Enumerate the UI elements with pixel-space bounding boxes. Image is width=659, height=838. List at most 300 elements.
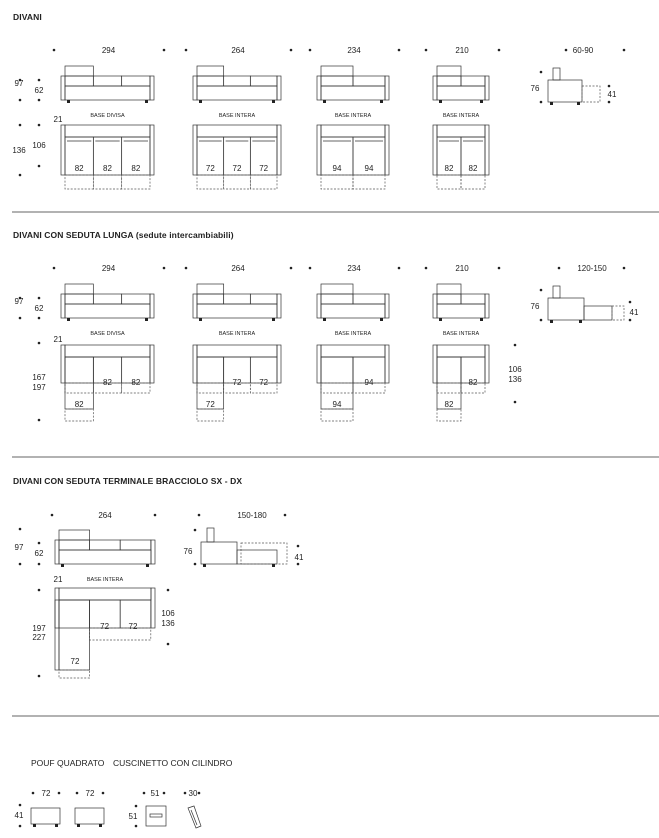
term-recline-height-label: 76 bbox=[183, 547, 193, 556]
lunga-arm-left bbox=[193, 294, 197, 318]
sofa-foot bbox=[272, 100, 275, 103]
divani-2-seat-width-label: 94 bbox=[332, 164, 342, 173]
lunga-arm-left bbox=[317, 294, 321, 318]
lunga-arm-right bbox=[385, 294, 389, 318]
dimension-dot bbox=[38, 542, 41, 545]
lunga-depth-b-label: 197 bbox=[32, 383, 46, 392]
lunga-0-arm-left bbox=[61, 345, 65, 383]
term-seat-height-label: 62 bbox=[34, 549, 44, 558]
cuscinetto-inner bbox=[150, 814, 162, 817]
dimension-dot bbox=[198, 514, 201, 517]
divani-front-2-back-cushion bbox=[353, 76, 385, 86]
cuscinetto-square bbox=[146, 806, 166, 826]
dimension-dot bbox=[135, 805, 138, 808]
term-plan-chaise-ext bbox=[59, 670, 90, 678]
divani-0-seat-extension bbox=[122, 175, 150, 189]
divani-1-seat-width-label: 72 bbox=[232, 164, 242, 173]
width-dim-dot-right bbox=[290, 49, 293, 52]
dimension-dot bbox=[540, 101, 543, 104]
lunga-1-arm-right bbox=[277, 345, 281, 383]
lunga-width-label: 264 bbox=[231, 264, 245, 273]
divani-height-label: 97 bbox=[14, 79, 24, 88]
divani-base-label: BASE INTERA bbox=[334, 113, 372, 119]
dimension-dot bbox=[623, 49, 626, 52]
sofa-foot bbox=[67, 100, 70, 103]
lunga-back-cushion bbox=[461, 294, 485, 304]
divani-base-label: BASE INTERA bbox=[218, 113, 256, 119]
dimension-dot bbox=[38, 563, 41, 566]
term-back-cushion bbox=[90, 540, 121, 550]
sofa-foot bbox=[550, 320, 553, 323]
dimension-dot bbox=[19, 174, 22, 177]
divani-1-plan-arm-right bbox=[277, 125, 281, 175]
width-dim-dot-right bbox=[163, 267, 166, 270]
lunga-recline-seat-label: 41 bbox=[629, 308, 639, 317]
dimension-dot bbox=[514, 344, 517, 347]
divani-front-1-back-cushion bbox=[197, 76, 224, 86]
divani-1-seat-extension bbox=[224, 175, 251, 189]
dimension-dot bbox=[38, 297, 41, 300]
term-height-label: 97 bbox=[14, 543, 24, 552]
lunga-base-label: BASE INTERA bbox=[442, 331, 480, 337]
width-dim-dot-right bbox=[398, 49, 401, 52]
lunga-width-label: 294 bbox=[101, 264, 116, 273]
lunga-0-seat bbox=[65, 357, 93, 383]
sofa-foot bbox=[67, 318, 70, 321]
lunga-arm-right bbox=[485, 294, 489, 318]
divani-0-seat-width-label: 82 bbox=[74, 164, 84, 173]
cuscinetto-height-label: 51 bbox=[128, 812, 138, 821]
lunga-depth-d-label: 136 bbox=[508, 375, 522, 384]
pouf-width-label: 72 bbox=[85, 789, 95, 798]
divani-1-plan-arm-left bbox=[193, 125, 197, 175]
divani-front-1-base bbox=[197, 86, 277, 100]
dimension-dot bbox=[19, 317, 22, 320]
dimension-dot bbox=[154, 514, 157, 517]
sofa-foot bbox=[55, 824, 58, 827]
lunga-side-headrest bbox=[553, 286, 560, 298]
term-base-label: BASE INTERA bbox=[86, 577, 124, 583]
divani-front-2-base bbox=[321, 86, 385, 100]
dimension-dot bbox=[19, 563, 22, 566]
section-title-divani: DIVANI bbox=[13, 12, 42, 22]
term-plan-chaise-side bbox=[55, 600, 59, 670]
sofa-foot bbox=[272, 564, 275, 567]
divani-front-3-arm-right bbox=[485, 76, 489, 100]
divani-front-0-back-cushion bbox=[122, 76, 150, 86]
divani-0-seat-extension bbox=[65, 175, 93, 189]
divani-3-seat-width-label: 82 bbox=[444, 164, 454, 173]
dimension-dot bbox=[284, 514, 287, 517]
dimension-dot bbox=[19, 825, 22, 828]
term-depth-b-label: 227 bbox=[32, 633, 46, 642]
sofa-foot bbox=[323, 100, 326, 103]
width-dim-dot-right bbox=[498, 49, 501, 52]
term-seat-label: 72 bbox=[128, 622, 138, 631]
lunga-width-label: 210 bbox=[455, 264, 469, 273]
sofa-foot bbox=[61, 564, 64, 567]
divani-side-headrest bbox=[553, 68, 560, 80]
divani-front-1-arm-right bbox=[277, 76, 281, 100]
lunga-base-label: BASE INTERA bbox=[334, 331, 372, 337]
pouf-label: POUF QUADRATO bbox=[31, 758, 105, 768]
divani-3-plan-arm-right bbox=[485, 125, 489, 175]
divani-2-seat-width-label: 94 bbox=[364, 164, 374, 173]
lunga-3-seat-label: 82 bbox=[468, 378, 478, 387]
divani-front-0-arm-right bbox=[150, 76, 154, 100]
lunga-base-label: BASE DIVISA bbox=[90, 331, 125, 337]
divani-depth-b-label: 136 bbox=[12, 146, 26, 155]
divani-width-label: 234 bbox=[347, 46, 361, 55]
lunga-base bbox=[321, 304, 385, 318]
width-dim-dot-right bbox=[498, 267, 501, 270]
dimension-dot bbox=[297, 563, 300, 566]
dimension-dot bbox=[167, 643, 170, 646]
lunga-headrest bbox=[197, 284, 224, 294]
dimension-dot bbox=[184, 792, 187, 795]
width-dim-dot-left bbox=[53, 267, 56, 270]
dimension-dot bbox=[19, 804, 22, 807]
pouf-height-label: 41 bbox=[14, 811, 24, 820]
divani-front-1-headrest bbox=[197, 66, 224, 76]
divani-side-extension bbox=[582, 86, 600, 102]
dimension-dot bbox=[608, 101, 611, 104]
divani-front-0-base bbox=[65, 86, 150, 100]
lunga-3-ext bbox=[437, 383, 461, 393]
lunga-arm-left bbox=[61, 294, 65, 318]
divani-front-2-headrest bbox=[321, 66, 353, 76]
lunga-1-seat-label: 72 bbox=[259, 378, 269, 387]
sofa-foot bbox=[550, 102, 553, 105]
lunga-arm-left bbox=[433, 294, 437, 318]
lunga-0-back bbox=[65, 345, 150, 357]
dimension-dot bbox=[19, 99, 22, 102]
section-title-seduta-lunga: DIVANI CON SEDUTA LUNGA (sedute intercambiabili) bbox=[13, 230, 234, 240]
term-arm-label: 21 bbox=[53, 575, 63, 584]
dimension-dot bbox=[558, 267, 561, 270]
term-arm-right bbox=[151, 540, 155, 564]
divani-front-3-back-cushion bbox=[437, 76, 461, 86]
sofa-foot bbox=[199, 100, 202, 103]
divani-0-plan-arm-left bbox=[61, 125, 65, 175]
width-dim-dot-right bbox=[398, 267, 401, 270]
width-dim-dot-left bbox=[53, 49, 56, 52]
lunga-2-seat-label: 94 bbox=[364, 378, 374, 387]
divani-front-0-back-cushion bbox=[93, 76, 121, 86]
divani-front-3-back-cushion bbox=[461, 76, 485, 86]
divani-0-seat-extension bbox=[93, 175, 121, 189]
term-side-depth-label: 150-180 bbox=[237, 511, 267, 520]
divani-0-plan-back bbox=[65, 125, 150, 137]
sofa-foot bbox=[380, 100, 383, 103]
dimension-dot bbox=[143, 792, 146, 795]
cuscinetto-label: CUSCINETTO CON CILINDRO bbox=[113, 758, 233, 768]
lunga-3-chaise-ext bbox=[437, 409, 461, 421]
dimension-dot bbox=[514, 401, 517, 404]
dimension-dot bbox=[167, 589, 170, 592]
divani-3-seat-extension bbox=[461, 175, 485, 189]
lunga-seat-height-label: 62 bbox=[34, 304, 44, 313]
divani-front-2-back-cushion bbox=[321, 76, 353, 86]
lunga-3-arm-right bbox=[485, 345, 489, 383]
sofa-foot bbox=[439, 100, 442, 103]
divani-seat-height-label: 62 bbox=[34, 86, 44, 95]
dimension-dot bbox=[198, 792, 201, 795]
dimension-dot bbox=[540, 319, 543, 322]
cilindro-shape bbox=[188, 806, 201, 828]
divani-front-3-base bbox=[437, 86, 485, 100]
sofa-foot bbox=[77, 824, 80, 827]
term-recline-seat-label: 41 bbox=[294, 553, 304, 562]
lunga-depth-c-label: 106 bbox=[508, 365, 522, 374]
lunga-back-cushion bbox=[122, 294, 150, 304]
lunga-1-chaise-ext bbox=[197, 409, 224, 421]
lunga-side-body bbox=[548, 298, 584, 320]
divani-1-seat-extension bbox=[197, 175, 224, 189]
dimension-dot bbox=[38, 165, 41, 168]
divani-front-0-back-cushion bbox=[65, 76, 93, 86]
lunga-back-cushion bbox=[197, 294, 224, 304]
lunga-2-arm-left bbox=[317, 345, 321, 383]
sofa-foot bbox=[199, 318, 202, 321]
sofa-foot bbox=[439, 318, 442, 321]
sofa-foot bbox=[579, 320, 582, 323]
lunga-arm-right bbox=[277, 294, 281, 318]
pouf-square-2 bbox=[75, 808, 104, 824]
divani-side-depth-label: 60-90 bbox=[572, 46, 594, 55]
term-arm-left bbox=[55, 540, 59, 564]
sofa-foot bbox=[480, 100, 483, 103]
divani-2-plan-arm-left bbox=[317, 125, 321, 175]
dimension-dot bbox=[38, 342, 41, 345]
term-side-chaise bbox=[237, 550, 277, 564]
lunga-0-chaise-ext bbox=[65, 409, 93, 421]
lunga-2-chaise-label: 94 bbox=[332, 400, 342, 409]
lunga-1-seat bbox=[197, 357, 224, 383]
divani-front-0-headrest bbox=[65, 66, 93, 76]
divani-0-plan-arm-right bbox=[150, 125, 154, 175]
divani-front-0-arm-left bbox=[61, 76, 65, 100]
divani-front-3-headrest bbox=[437, 66, 461, 76]
dimension-dot bbox=[565, 49, 568, 52]
dimension-dot bbox=[51, 514, 54, 517]
lunga-back-cushion bbox=[437, 294, 461, 304]
lunga-2-chaise-ext bbox=[321, 409, 353, 421]
divani-1-seat-width-label: 72 bbox=[205, 164, 215, 173]
term-base bbox=[59, 550, 151, 564]
divani-arm-label: 21 bbox=[53, 115, 63, 124]
lunga-2-back bbox=[321, 345, 385, 357]
lunga-headrest bbox=[65, 284, 93, 294]
width-dim-dot-left bbox=[185, 49, 188, 52]
divani-1-seat-extension bbox=[250, 175, 277, 189]
term-depth-c-label: 106 bbox=[161, 609, 175, 618]
dimension-dot bbox=[76, 792, 79, 795]
sofa-foot bbox=[203, 564, 206, 567]
cuscinetto-width-label: 51 bbox=[150, 789, 160, 798]
dimension-dot bbox=[135, 825, 138, 828]
divani-3-seat-width-label: 82 bbox=[468, 164, 478, 173]
pouf-square-1 bbox=[31, 808, 60, 824]
terminale-width-label: 264 bbox=[98, 511, 112, 520]
lunga-1-ext bbox=[197, 383, 224, 393]
term-side-ext bbox=[241, 543, 287, 564]
lunga-0-seat-label: 82 bbox=[131, 378, 141, 387]
divani-1-plan-back bbox=[197, 125, 277, 137]
lunga-headrest bbox=[321, 284, 353, 294]
dimension-dot bbox=[629, 319, 632, 322]
sofa-foot bbox=[577, 102, 580, 105]
cilindro-width-label: 30 bbox=[188, 789, 198, 798]
dimension-dot bbox=[297, 545, 300, 548]
lunga-base-label: BASE INTERA bbox=[218, 331, 256, 337]
lunga-base bbox=[437, 304, 485, 318]
divani-front-1-arm-left bbox=[193, 76, 197, 100]
dimension-dot bbox=[38, 124, 41, 127]
lunga-base bbox=[65, 304, 150, 318]
width-dim-dot-left bbox=[425, 49, 428, 52]
dimension-dot bbox=[38, 317, 41, 320]
lunga-side-chaise bbox=[584, 306, 612, 320]
term-plan-back bbox=[59, 588, 151, 600]
lunga-headrest bbox=[437, 284, 461, 294]
dimension-dot bbox=[38, 419, 41, 422]
sofa-foot bbox=[33, 824, 36, 827]
lunga-width-label: 234 bbox=[347, 264, 361, 273]
lunga-2-seat bbox=[321, 357, 353, 383]
sofa-foot bbox=[480, 318, 483, 321]
lunga-side-depth-label: 120-150 bbox=[577, 264, 607, 273]
lunga-arm-label: 21 bbox=[53, 335, 63, 344]
divani-depth-a-label: 106 bbox=[32, 141, 46, 150]
lunga-depth-a-label: 167 bbox=[32, 373, 46, 382]
width-dim-dot-right bbox=[163, 49, 166, 52]
sofa-foot bbox=[145, 318, 148, 321]
term-seat-label: 72 bbox=[100, 622, 110, 631]
term-plan-ext bbox=[90, 628, 151, 640]
lunga-height-label: 97 bbox=[14, 297, 24, 306]
term-depth-a-label: 197 bbox=[32, 624, 46, 633]
pouf-width-label: 72 bbox=[41, 789, 51, 798]
section-title-terminale: DIVANI CON SEDUTA TERMINALE BRACCIOLO SX - DX bbox=[13, 476, 243, 486]
sofa-foot bbox=[380, 318, 383, 321]
divani-front-1-back-cushion bbox=[250, 76, 277, 86]
dimension-dot bbox=[38, 79, 41, 82]
divani-2-plan-arm-right bbox=[385, 125, 389, 175]
lunga-back-cushion bbox=[65, 294, 93, 304]
divani-front-3-arm-left bbox=[433, 76, 437, 100]
divani-3-plan-arm-left bbox=[433, 125, 437, 175]
dimension-dot bbox=[58, 792, 61, 795]
sofa-foot bbox=[323, 318, 326, 321]
lunga-back-cushion bbox=[224, 294, 251, 304]
divani-2-seat-extension bbox=[321, 175, 353, 189]
dimension-dot bbox=[540, 289, 543, 292]
lunga-0-seat-label: 82 bbox=[103, 378, 112, 387]
lunga-back-cushion bbox=[353, 294, 385, 304]
divani-recline-height-label: 76 bbox=[530, 84, 540, 93]
width-dim-dot-left bbox=[425, 267, 428, 270]
divani-3-plan-back bbox=[437, 125, 485, 137]
sofa-foot bbox=[145, 100, 148, 103]
dimension-dot bbox=[38, 675, 41, 678]
lunga-2-ext bbox=[321, 383, 353, 393]
divani-front-1-back-cushion bbox=[224, 76, 251, 86]
lunga-3-arm-left bbox=[433, 345, 437, 383]
term-plan-arm-right bbox=[151, 588, 155, 628]
term-chaise-label: 72 bbox=[70, 657, 80, 666]
lunga-3-seat bbox=[437, 357, 461, 383]
dimension-dot bbox=[32, 792, 35, 795]
dimension-dot bbox=[623, 267, 626, 270]
divani-0-seat-width-label: 82 bbox=[103, 164, 112, 173]
width-dim-dot-left bbox=[309, 267, 312, 270]
dimension-dot bbox=[163, 792, 166, 795]
lunga-1-back bbox=[197, 345, 277, 357]
term-headrest bbox=[59, 530, 90, 540]
lunga-1-arm-left bbox=[193, 345, 197, 383]
divani-front-2-arm-left bbox=[317, 76, 321, 100]
term-plan-seat bbox=[59, 600, 90, 628]
lunga-side-ext bbox=[612, 306, 624, 320]
dimension-dot bbox=[19, 528, 22, 531]
lunga-base bbox=[197, 304, 277, 318]
dimension-dot bbox=[194, 529, 197, 532]
divani-width-label: 264 bbox=[231, 46, 245, 55]
term-plan-arm-left bbox=[55, 588, 59, 628]
term-back-cushion bbox=[59, 540, 90, 550]
lunga-3-chaise-label: 82 bbox=[444, 400, 454, 409]
lunga-back-cushion bbox=[250, 294, 277, 304]
divani-3-seat-extension bbox=[437, 175, 461, 189]
term-depth-d-label: 136 bbox=[161, 619, 175, 628]
divani-2-plan-back bbox=[321, 125, 385, 137]
divani-width-label: 210 bbox=[455, 46, 469, 55]
sofa-foot bbox=[99, 824, 102, 827]
width-dim-dot-right bbox=[290, 267, 293, 270]
lunga-1-seat-label: 72 bbox=[232, 378, 242, 387]
lunga-arm-right bbox=[150, 294, 154, 318]
width-dim-dot-left bbox=[185, 267, 188, 270]
lunga-back-cushion bbox=[93, 294, 121, 304]
lunga-back-cushion bbox=[321, 294, 353, 304]
lunga-1-chaise-label: 72 bbox=[205, 400, 215, 409]
width-dim-dot-left bbox=[309, 49, 312, 52]
lunga-0-ext bbox=[65, 383, 93, 393]
divani-1-seat-width-label: 72 bbox=[259, 164, 269, 173]
dimension-dot bbox=[102, 792, 105, 795]
divani-width-label: 294 bbox=[101, 46, 116, 55]
term-side-body bbox=[201, 542, 237, 564]
sofa-foot bbox=[272, 318, 275, 321]
dimension-dot bbox=[629, 301, 632, 304]
term-back-cushion bbox=[120, 540, 151, 550]
sofa-foot bbox=[146, 564, 149, 567]
divani-recline-seat-label: 41 bbox=[607, 90, 617, 99]
dimension-dot bbox=[608, 85, 611, 88]
dimension-dot bbox=[38, 99, 41, 102]
dimension-dot bbox=[38, 589, 41, 592]
dimension-dot bbox=[19, 124, 22, 127]
divani-base-label: BASE DIVISA bbox=[90, 113, 125, 119]
dimension-dot bbox=[194, 563, 197, 566]
lunga-recline-height-label: 76 bbox=[530, 302, 540, 311]
lunga-3-back bbox=[437, 345, 485, 357]
lunga-0-arm-right bbox=[150, 345, 154, 383]
lunga-2-arm-right bbox=[385, 345, 389, 383]
divani-side-body bbox=[548, 80, 582, 102]
divani-front-2-arm-right bbox=[385, 76, 389, 100]
